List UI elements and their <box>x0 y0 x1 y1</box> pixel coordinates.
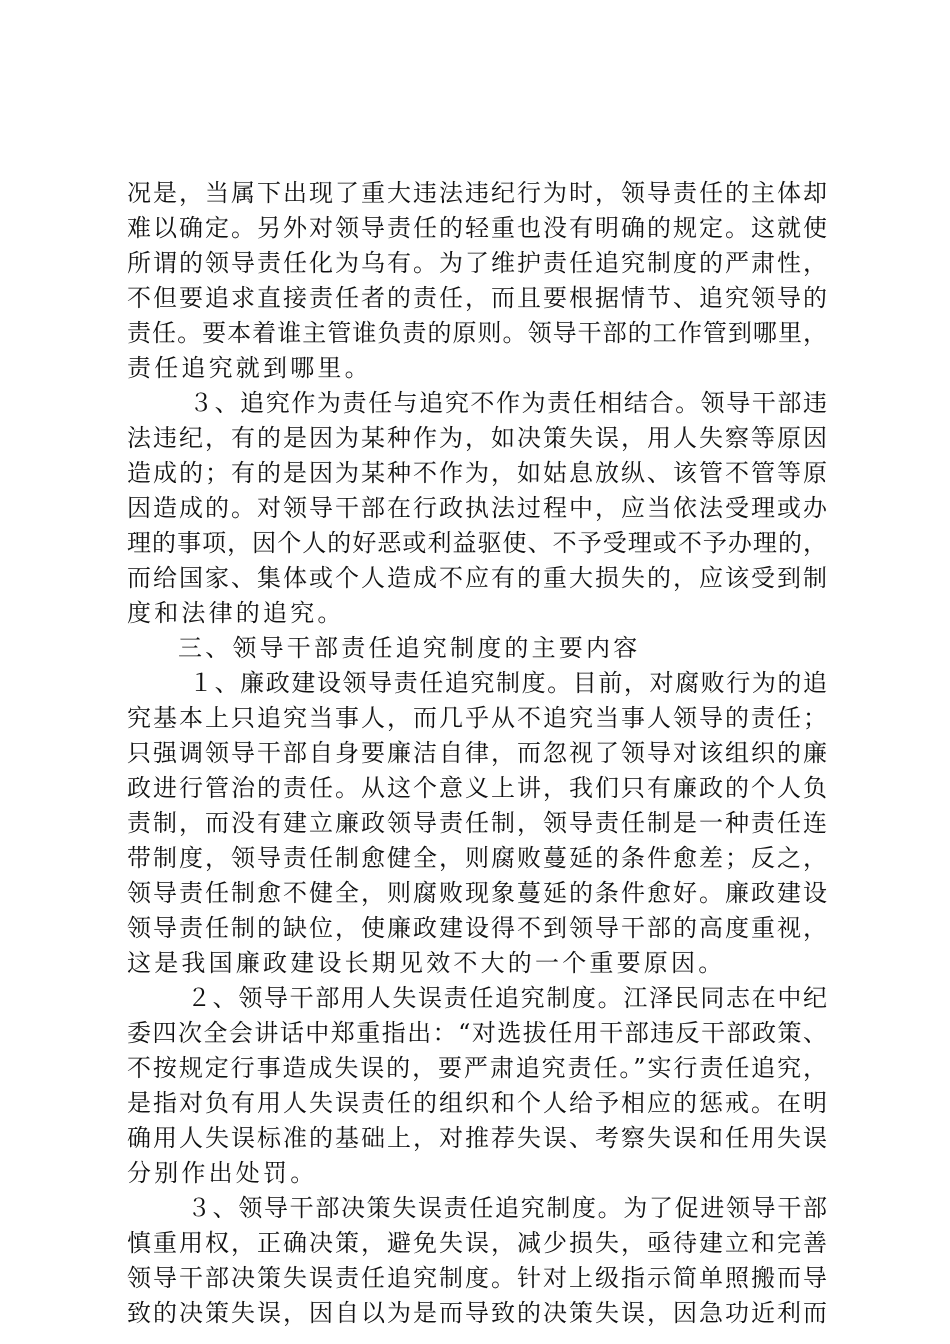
paragraph-line: 造成的；有的是因为某种不作为，如姑息放纵、该管不管等原 <box>127 459 827 487</box>
paragraph-line: １、廉政建设领导责任追究制度。目前，对腐败行为的追 <box>189 669 827 697</box>
paragraph-line: 而给国家、集体或个人造成不应有的重大损失的，应该受到制 <box>127 564 827 592</box>
paragraph-line: 况是，当属下出现了重大违法违纪行为时，领导责任的主体却 <box>127 179 827 207</box>
paragraph-line: 这是我国廉政建设长期见效不大的一个重要原因。 <box>127 949 726 977</box>
paragraph-line: 不但要追求直接责任者的责任，而且要根据情节、追究领导的 <box>127 284 827 312</box>
paragraph-line: ３、领导干部决策失误责任追究制度。为了促进领导干部 <box>187 1194 827 1222</box>
paragraph-line: 确用人失误标准的基础上，对推荐失误、考察失误和任用失误 <box>127 1124 827 1152</box>
paragraph-line: 领导干部决策失误责任追究制度。针对上级指示简单照搬而导 <box>127 1264 827 1292</box>
paragraph-line: 分别作出处罚。 <box>127 1159 318 1187</box>
paragraph-line: 只强调领导干部自身要廉洁自律，而忽视了领导对该组织的廉 <box>127 739 827 767</box>
paragraph-line: 法违纪，有的是因为某种作为，如决策失误，用人失察等原因 <box>127 424 827 452</box>
paragraph-line: 究基本上只追究当事人，而几乎从不追究当事人领导的责任； <box>127 704 827 732</box>
paragraph-line: 责任追究就到哪里。 <box>127 354 372 382</box>
paragraph-line: 致的决策失误，因自以为是而导致的决策失误，因急功近利而 <box>127 1299 827 1327</box>
paragraph-line: 理的事项，因个人的好恶或利益驱使、不予受理或不予办理的， <box>127 529 827 557</box>
paragraph-line: 领导责任制愈不健全，则腐败现象蔓延的条件愈好。廉政建设 <box>127 879 827 907</box>
paragraph-line: 不按规定行事造成失误的，要严肃追究责任。”实行责任追究， <box>127 1054 827 1082</box>
paragraph-line: 难以确定。另外对领导责任的轻重也没有明确的规定。这就使 <box>127 214 827 242</box>
paragraph-line: 所谓的领导责任化为乌有。为了维护责任追究制度的严肃性， <box>127 249 827 277</box>
paragraph-line: 带制度，领导责任制愈健全，则腐败蔓延的条件愈差；反之， <box>127 844 827 872</box>
paragraph-line: ２、领导干部用人失误责任追究制度。江泽民同志在中纪 <box>187 984 827 1012</box>
paragraph-line: 委四次全会讲话中郑重指出：“对选拔任用干部违反干部政策、 <box>127 1019 827 1047</box>
paragraph-line: 是指对负有用人失误责任的组织和个人给予相应的惩戒。在明 <box>127 1089 827 1117</box>
paragraph-line: 领导责任制的缺位，使廉政建设得不到领导干部的高度重视， <box>127 914 827 942</box>
paragraph-line: 慎重用权，正确决策，避免失误，减少损失，亟待建立和完善 <box>127 1229 827 1257</box>
paragraph-line: ３、追究作为责任与追究不作为责任相结合。领导干部违 <box>189 389 827 417</box>
paragraph-line: 责制，而没有建立廉政领导责任制，领导责任制是一种责任连 <box>127 809 827 837</box>
paragraph-line: 度和法律的追究。 <box>127 599 345 627</box>
paragraph-line: 政进行管治的责任。从这个意义上讲，我们只有廉政的个人负 <box>127 774 827 802</box>
paragraph-line: 责任。要本着谁主管谁负责的原则。领导干部的工作管到哪里， <box>127 319 827 347</box>
paragraph-line: 因造成的。对领导干部在行政执法过程中，应当依法受理或办 <box>127 494 827 522</box>
section-heading: 三、领导干部责任追究制度的主要内容 <box>178 634 641 662</box>
